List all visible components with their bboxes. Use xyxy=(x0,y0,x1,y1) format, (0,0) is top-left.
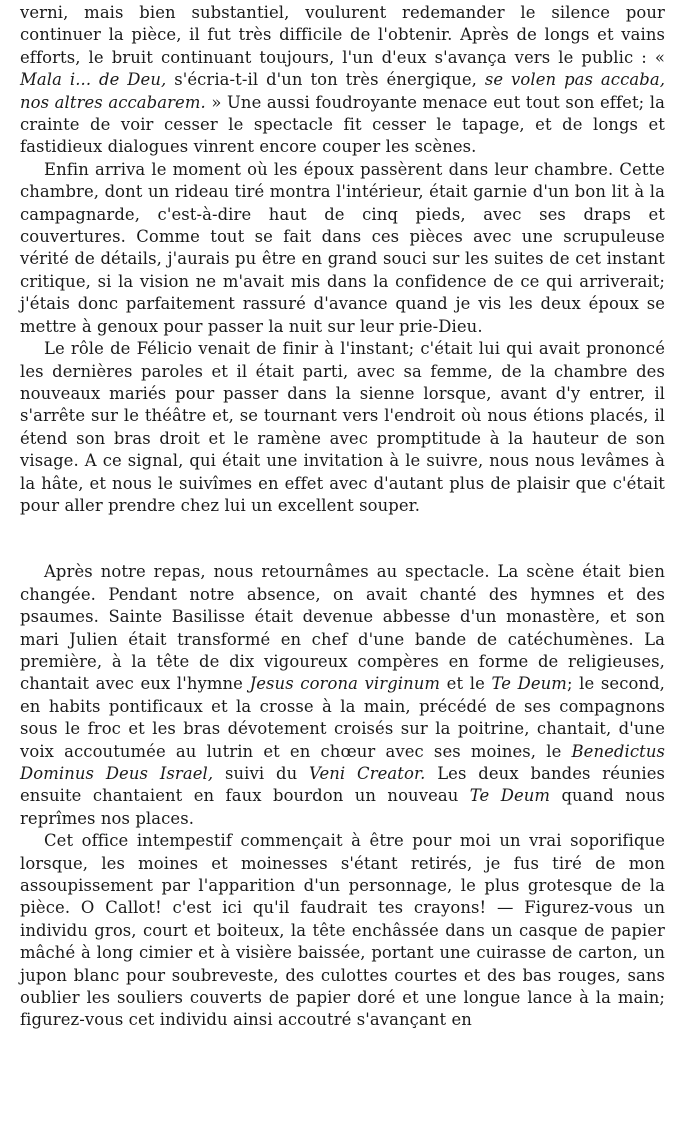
text-run: Cet office intempestif commençait à être pour moi un vrai soporifique lorsque, les moines et moinesses s'étant retirés, je fus tiré de mon assoupissement par l'apparition d'un personnage, le plus grotesque de la pièce. O Callot! c'est ici qu'il faudrait tes crayons! — Figurez-vous un individu gros, court et boiteux, la tête enchâssée dans un casque de papier mâché à long cimier et à visière baissée, portant une cuirasse de carton, un jupon blanc pour soubreveste, des culottes courtes et des bas rouges, sans oublier les souliers couverts de papier doré et une longue lance à la main; figurez-vous cet individu ainsi accoutré s'avançant en xyxy=(20,831,665,1030)
text-run: quand nous reprîmes nos places. xyxy=(20,786,665,828)
paragraph-4 xyxy=(20,561,665,830)
paragraph-1 xyxy=(20,2,665,159)
italic-phrase: Benedictus Dominus Deus Israel, xyxy=(20,741,665,783)
paragraph-5 xyxy=(20,830,665,1032)
italic-phrase: Te Deum xyxy=(491,674,567,694)
paragraph-2 xyxy=(20,159,665,338)
italic-phrase: se volen pas accaba, nos altres accabarem. xyxy=(20,70,666,112)
text-run: » Une aussi foudroyante menace eut tout son effet; la crainte de voir cesser le spectacle fit cesser le tapage, et de longs et fastidieux dialogues vinrent encore couper les scènes. xyxy=(20,92,665,157)
text-run: suivi du xyxy=(213,764,310,783)
text-run: Après notre repas, nous retournâmes au spectacle. La scène était bien changée. Pendant notre absence, on avait chanté des hymnes et des psaumes. Sainte Basilisse était devenue abbesse d'un monastère, et son mari Julien était transformé en chef d'une bande de catéchumènes. La première, à la tête de dix vigoureux compères en forme de religieuses, chantait avec eux l'hymne xyxy=(20,562,665,694)
text-run: Les deux bandes réunies ensuite chantaient en faux bourdon un nouveau xyxy=(20,764,666,806)
text-run: Le rôle de Félicio venait de finir à l'instant; c'était lui qui avait prononcé les dernières paroles et il était parti, avec sa femme, de la chambre des nouveaux mariés pour passer dans la sienne lorsque, avant d'y entrer, il s'arrête sur le théâtre et, se tournant vers l'endroit où nous étions placés, il étend son bras droit et le ramène avec promptitude à la hauteur de son visage. A ce signal, qui était une invitation à le suivre, nous nous levâmes à la hâte, et nous le suivîmes en effet avec d'autant plus de plaisir que c'était pour aller prendre chez lui un excellent souper. xyxy=(20,339,665,515)
italic-phrase: Te Deum xyxy=(469,786,551,806)
italic-phrase: Mala i... de Deu, xyxy=(20,70,167,90)
text-run: verni, mais bien substantiel, voulurent redemander le silence pour continuer la pièce, il fut très difficile de l'obtenir. Après de longs et vains efforts, le bruit continuant toujours, l'un d'eux s'avança vers le public : « xyxy=(20,3,665,67)
text-run: ; le second, en habits pontificaux et la crosse à la main, précédé de ses compagnons sous le froc et les bras dévotement croisés sur la poitrine, chantait, d'une voix accoutumée au lutrin et en chœur avec ses moines, le xyxy=(20,674,665,761)
text-run: Enfin arriva le moment où les époux passèrent dans leur chambre. Cette chambre, dont un rideau tiré montra l'intérieur, était garnie d'un bon lit à la campagnarde, c'est-à-dire haut de cinq pieds, avec ses draps et couvertures. Comme tout se fait dans ces pièces avec une scrupuleuse vérité de détails, j'aurais pu être en grand souci sur les suites de cet instant critique, si la vision ne m'avait mis dans la confidence de ce qui arriverait; j'étais donc parfaitement rassuré d'avance quand je vis les deux époux se mettre à genoux pour passer la nuit sur leur prie-Dieu. xyxy=(20,159,665,336)
text-run: s'écria-t-il d'un ton très énergique, xyxy=(166,70,485,90)
text-run: et le xyxy=(440,674,492,694)
italic-phrase: Veni Creator. xyxy=(309,764,426,783)
italic-phrase: Jesus corona virginum xyxy=(249,674,441,694)
paragraph-3 xyxy=(20,338,665,517)
